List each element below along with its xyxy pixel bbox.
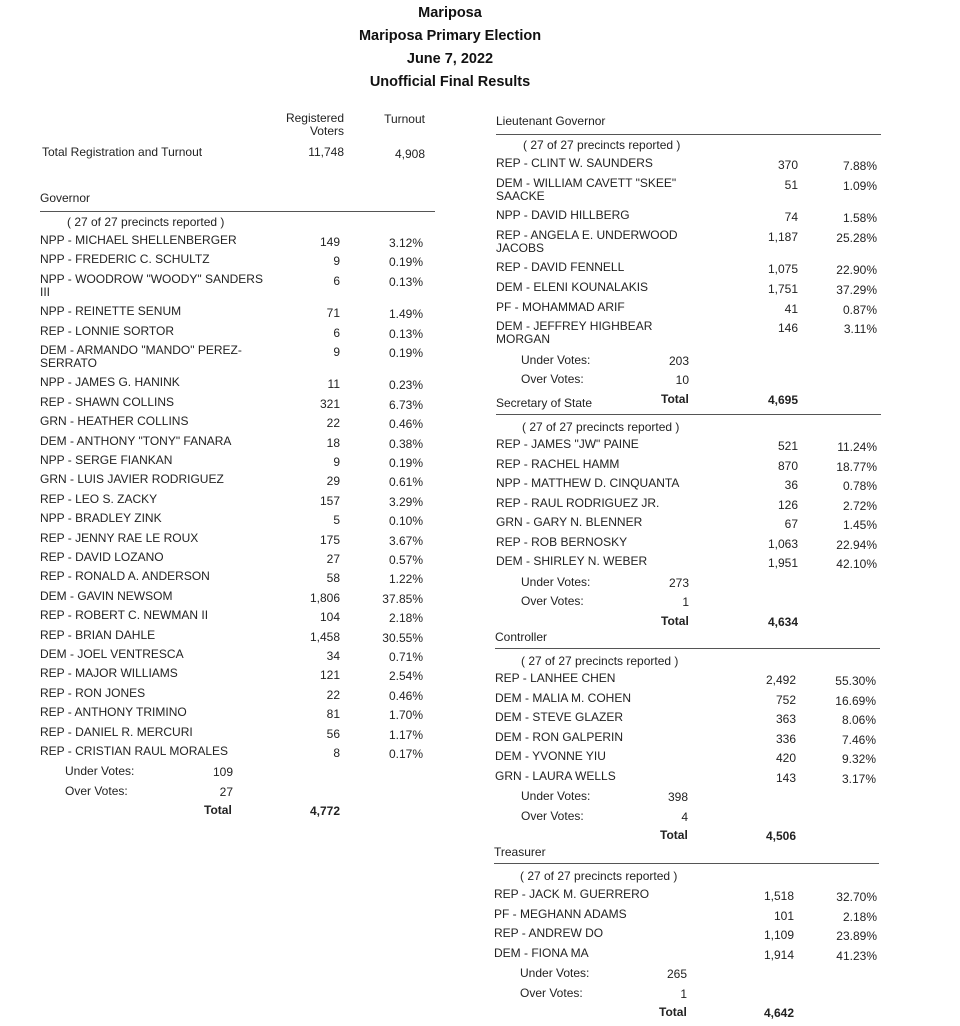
candidate-name: GRN - LUIS JAVIER RODRIGUEZ bbox=[40, 472, 224, 487]
candidate-row bbox=[495, 710, 880, 727]
candidate-percent: 22.90% bbox=[836, 263, 877, 278]
candidate-percent: 0.10% bbox=[388, 514, 423, 529]
candidate-votes: 104 bbox=[319, 610, 340, 625]
candidate-name: REP - ANTHONY TRIMINO bbox=[40, 705, 187, 720]
candidate-row bbox=[496, 280, 881, 297]
section-rule bbox=[40, 211, 435, 212]
candidate-votes: 9 bbox=[333, 345, 340, 359]
candidate-percent: 1.17% bbox=[388, 727, 423, 742]
candidate-votes: 1,914 bbox=[763, 947, 794, 962]
candidate-name: NPP - DAVID HILLBERG bbox=[496, 208, 630, 223]
contest-title: Controller bbox=[495, 630, 548, 644]
section-rule bbox=[496, 134, 881, 135]
candidate-name: NPP - BRADLEY ZINK bbox=[40, 511, 162, 526]
candidate-name: REP - DAVID LOZANO bbox=[40, 550, 164, 564]
candidate-votes: 143 bbox=[775, 770, 796, 785]
candidate-percent: 0.87% bbox=[842, 302, 877, 317]
candidate-name: DEM - GAVIN NEWSOM bbox=[40, 588, 173, 603]
candidate-row bbox=[496, 554, 881, 571]
candidate-percent: 8.06% bbox=[841, 713, 876, 727]
candidate-votes: 370 bbox=[777, 158, 798, 172]
candidate-name: DEM - JOEL VENTRESCA bbox=[40, 647, 184, 661]
candidate-row bbox=[40, 344, 435, 370]
candidate-percent: 2.54% bbox=[388, 669, 423, 684]
candidate-row bbox=[496, 456, 881, 474]
candidate-percent: 0.57% bbox=[388, 553, 423, 567]
candidate-row bbox=[40, 252, 435, 270]
candidate-name: REP - CRISTIAN RAUL MORALES bbox=[40, 744, 229, 758]
over-votes-value: 1 bbox=[680, 986, 687, 1001]
precincts-reported: ( 27 of 27 precincts reported ) bbox=[67, 215, 225, 229]
candidate-row bbox=[496, 495, 881, 513]
candidate-name: DEM - ARMANDO "MANDO" PEREZ-SERRATO bbox=[40, 343, 242, 370]
candidate-name: REP - LONNIE SORTOR bbox=[40, 323, 175, 338]
under-votes-value: 109 bbox=[212, 765, 233, 780]
candidate-votes: 1,518 bbox=[763, 889, 794, 903]
candidate-votes: 1,109 bbox=[763, 928, 794, 942]
candidate-name: GRN - GARY N. BLENNER bbox=[496, 515, 643, 529]
candidate-name: GRN - LAURA WELLS bbox=[495, 768, 616, 783]
candidate-row bbox=[40, 685, 435, 703]
candidate-row bbox=[495, 749, 880, 766]
candidate-row bbox=[496, 437, 881, 454]
candidate-name: REP - DANIEL R. MERCURI bbox=[40, 724, 193, 739]
under-votes-label: Under Votes: bbox=[521, 352, 591, 367]
candidate-votes: 8 bbox=[333, 746, 340, 760]
candidate-name: DEM - FIONA MA bbox=[494, 945, 589, 960]
total-label: Total bbox=[204, 803, 232, 818]
candidate-name: REP - DAVID FENNELL bbox=[496, 260, 625, 275]
candidate-votes: 56 bbox=[326, 726, 340, 741]
candidate-percent: 0.61% bbox=[388, 475, 423, 490]
candidate-percent: 37.29% bbox=[836, 283, 877, 297]
candidate-name: REP - ROB BERNOSKY bbox=[496, 534, 628, 549]
over-votes-label: Over Votes: bbox=[65, 783, 128, 798]
candidate-name: NPP - SERGE FIANKAN bbox=[40, 453, 173, 467]
candidate-row bbox=[40, 414, 435, 432]
contest-title: Governor bbox=[40, 191, 91, 205]
candidate-votes: 22 bbox=[326, 687, 340, 702]
candidate-name: NPP - WOODROW "WOODY" SANDERS III bbox=[40, 271, 263, 299]
turnout-value: 4,908 bbox=[394, 147, 425, 161]
candidate-votes: 74 bbox=[784, 210, 798, 225]
candidate-row bbox=[40, 724, 435, 742]
candidate-name: NPP - FREDERIC C. SCHULTZ bbox=[40, 252, 210, 267]
candidate-row bbox=[496, 515, 881, 532]
candidate-name: DEM - STEVE GLAZER bbox=[495, 710, 624, 724]
candidate-name: DEM - JEFFREY HIGHBEAR MORGAN bbox=[496, 319, 653, 347]
candidate-percent: 0.38% bbox=[388, 436, 423, 451]
candidate-votes: 29 bbox=[326, 474, 340, 489]
under-votes-value: 273 bbox=[668, 575, 689, 590]
candidate-name: REP - RAUL RODRIGUEZ JR. bbox=[496, 495, 660, 510]
candidate-votes: 121 bbox=[319, 668, 340, 683]
candidate-name: DEM - MALIA M. COHEN bbox=[495, 690, 632, 705]
contest-secretary-of-state bbox=[496, 396, 881, 636]
candidate-name: NPP - MICHAEL SHELLENBERGER bbox=[40, 233, 237, 247]
candidate-row bbox=[494, 926, 879, 943]
candidate-votes: 6 bbox=[333, 273, 340, 288]
total-votes: 4,634 bbox=[767, 614, 798, 629]
candidate-percent: 0.71% bbox=[388, 650, 423, 664]
candidate-name: DEM - ANTHONY "TONY" FANARA bbox=[40, 433, 232, 448]
contest-treasurer bbox=[494, 845, 879, 1025]
candidate-row bbox=[494, 945, 879, 963]
candidate-name: REP - MAJOR WILLIAMS bbox=[40, 666, 178, 681]
candidate-votes: 1,187 bbox=[767, 229, 798, 244]
registration-block bbox=[42, 112, 432, 172]
report-date: June 7, 2022 bbox=[406, 51, 494, 67]
candidate-name: REP - RACHEL HAMM bbox=[496, 456, 620, 471]
over-votes-value: 10 bbox=[675, 373, 689, 388]
candidate-name: REP - SHAWN COLLINS bbox=[40, 394, 175, 409]
candidate-name: PF - MOHAMMAD ARIF bbox=[496, 299, 625, 314]
candidate-row bbox=[496, 299, 881, 317]
precincts-reported: ( 27 of 27 precincts reported ) bbox=[521, 654, 679, 668]
candidate-row bbox=[496, 260, 881, 278]
total-label: Total bbox=[659, 1005, 687, 1019]
section-rule bbox=[496, 414, 881, 415]
candidate-votes: 870 bbox=[777, 458, 798, 473]
candidate-votes: 6 bbox=[333, 325, 340, 340]
candidate-row bbox=[40, 744, 435, 761]
candidate-row bbox=[496, 320, 881, 346]
candidate-row bbox=[40, 304, 435, 322]
candidate-votes: 9 bbox=[333, 254, 340, 269]
candidate-name: REP - ANDREW DO bbox=[494, 926, 604, 940]
candidate-row bbox=[40, 273, 435, 299]
under-votes-label: Under Votes: bbox=[65, 764, 135, 779]
contest-governor bbox=[40, 191, 435, 831]
candidate-votes: 9 bbox=[333, 455, 340, 469]
candidate-percent: 42.10% bbox=[836, 557, 877, 571]
candidate-votes: 157 bbox=[319, 493, 340, 508]
candidate-votes: 67 bbox=[784, 517, 798, 531]
candidate-percent: 1.49% bbox=[388, 307, 423, 322]
candidate-row bbox=[495, 729, 880, 747]
candidate-percent: 55.30% bbox=[835, 674, 876, 688]
candidate-percent: 0.46% bbox=[388, 688, 423, 703]
candidate-percent: 18.77% bbox=[836, 459, 877, 474]
total-label: Total bbox=[661, 392, 689, 406]
candidate-percent: 3.17% bbox=[841, 771, 876, 786]
candidate-name: DEM - ELENI KOUNALAKIS bbox=[496, 280, 649, 294]
candidate-votes: 126 bbox=[777, 497, 798, 512]
candidate-votes: 521 bbox=[777, 439, 798, 453]
candidate-votes: 336 bbox=[775, 731, 796, 746]
candidate-percent: 23.89% bbox=[836, 929, 877, 943]
candidate-percent: 1.58% bbox=[842, 211, 877, 226]
candidate-percent: 30.55% bbox=[382, 630, 423, 645]
candidate-percent: 2.72% bbox=[842, 498, 877, 513]
over-votes-value: 1 bbox=[682, 595, 689, 609]
candidate-percent: 0.78% bbox=[842, 479, 877, 493]
contest-title: Lieutenant Governor bbox=[496, 114, 606, 128]
candidate-votes: 101 bbox=[773, 908, 794, 923]
candidate-row bbox=[40, 550, 435, 567]
candidate-row bbox=[40, 491, 435, 509]
candidate-row bbox=[40, 375, 435, 393]
candidate-votes: 34 bbox=[326, 649, 340, 663]
candidate-name: NPP - JAMES G. HANINK bbox=[40, 375, 180, 390]
total-votes: 4,642 bbox=[763, 1006, 794, 1020]
candidate-votes: 363 bbox=[775, 712, 796, 726]
candidate-row bbox=[40, 394, 435, 412]
registered-voters-header: Registered Voters bbox=[285, 111, 344, 138]
candidate-row bbox=[496, 534, 881, 552]
over-votes-value: 4 bbox=[681, 809, 688, 824]
candidate-row bbox=[40, 433, 435, 451]
candidate-name: REP - RON JONES bbox=[40, 685, 146, 700]
candidate-votes: 11 bbox=[327, 377, 340, 392]
candidate-percent: 3.12% bbox=[388, 236, 423, 250]
candidate-name: REP - JACK M. GUERRERO bbox=[494, 887, 650, 901]
candidate-votes: 420 bbox=[775, 751, 796, 765]
candidate-row bbox=[496, 156, 881, 173]
over-votes-label: Over Votes: bbox=[521, 808, 584, 823]
candidate-row bbox=[496, 476, 881, 493]
candidate-percent: 25.28% bbox=[836, 230, 877, 245]
candidate-votes: 22 bbox=[326, 416, 340, 431]
candidate-row bbox=[494, 887, 879, 904]
candidate-name: REP - ANGELA E. UNDERWOOD JACOBS bbox=[496, 227, 678, 255]
candidate-row bbox=[40, 511, 435, 529]
candidate-row bbox=[495, 671, 880, 688]
candidate-percent: 37.85% bbox=[382, 591, 423, 606]
candidate-row bbox=[495, 690, 880, 708]
report-status: Unofficial Final Results bbox=[369, 74, 531, 90]
candidate-row bbox=[496, 177, 881, 203]
candidate-row bbox=[40, 608, 435, 626]
contest-title: Treasurer bbox=[494, 845, 546, 859]
candidate-percent: 32.70% bbox=[836, 890, 877, 904]
candidate-percent: 0.46% bbox=[388, 417, 423, 432]
candidate-percent: 1.22% bbox=[388, 572, 423, 587]
turnout-header: Turnout bbox=[384, 112, 425, 126]
under-votes-label: Under Votes: bbox=[521, 789, 591, 803]
candidate-name: DEM - WILLIAM CAVETT "SKEE" SAACKE bbox=[496, 175, 677, 203]
candidate-percent: 0.17% bbox=[388, 747, 423, 761]
candidate-votes: 36 bbox=[784, 478, 798, 492]
under-votes-value: 398 bbox=[667, 790, 688, 804]
under-votes-label: Under Votes: bbox=[520, 966, 590, 980]
candidate-percent: 1.09% bbox=[842, 178, 877, 193]
candidate-percent: 11.24% bbox=[837, 440, 877, 454]
candidate-percent: 3.67% bbox=[388, 533, 423, 548]
candidate-name: GRN - HEATHER COLLINS bbox=[40, 414, 189, 429]
total-votes: 4,772 bbox=[309, 804, 340, 819]
precincts-reported: ( 27 of 27 precincts reported ) bbox=[520, 869, 678, 883]
candidate-votes: 1,063 bbox=[767, 536, 798, 551]
candidate-percent: 2.18% bbox=[842, 909, 877, 924]
candidate-row bbox=[40, 472, 435, 490]
candidate-votes: 81 bbox=[326, 707, 340, 722]
candidate-percent: 6.73% bbox=[388, 397, 423, 412]
candidate-percent: 7.46% bbox=[841, 732, 876, 747]
candidate-votes: 2,492 bbox=[765, 673, 796, 687]
candidate-name: REP - ROBERT C. NEWMAN II bbox=[40, 608, 209, 623]
section-rule bbox=[494, 863, 879, 864]
total-label: Total bbox=[660, 828, 688, 842]
precincts-reported: ( 27 of 27 precincts reported ) bbox=[522, 420, 680, 434]
candidate-row bbox=[495, 768, 880, 786]
candidate-percent: 2.18% bbox=[388, 611, 423, 626]
candidate-votes: 1,458 bbox=[309, 629, 340, 644]
contest-controller bbox=[495, 630, 880, 850]
contest-lieutenant-governor bbox=[496, 114, 881, 407]
candidate-row bbox=[40, 627, 435, 645]
candidate-percent: 0.23% bbox=[388, 378, 423, 393]
candidate-row bbox=[40, 569, 435, 587]
candidate-votes: 1,075 bbox=[767, 262, 798, 277]
candidate-percent: 16.69% bbox=[835, 693, 876, 708]
candidate-votes: 27 bbox=[326, 552, 340, 566]
candidate-votes: 146 bbox=[777, 321, 798, 336]
candidate-percent: 9.32% bbox=[841, 752, 876, 766]
candidate-row bbox=[496, 208, 881, 226]
candidate-votes: 51 bbox=[784, 177, 798, 192]
over-votes-value: 27 bbox=[219, 784, 233, 799]
under-votes-value: 203 bbox=[668, 353, 689, 368]
candidate-percent: 0.19% bbox=[388, 456, 423, 470]
candidate-name: NPP - REINETTE SENUM bbox=[40, 304, 182, 319]
candidate-name: REP - CLINT W. SAUNDERS bbox=[496, 156, 653, 170]
candidate-percent: 3.29% bbox=[388, 494, 423, 509]
report-county: Mariposa bbox=[418, 5, 482, 21]
report-election-name: Mariposa Primary Election bbox=[358, 28, 542, 44]
candidate-votes: 1,951 bbox=[767, 556, 798, 570]
candidate-percent: 0.19% bbox=[388, 255, 423, 270]
candidate-votes: 175 bbox=[319, 532, 340, 547]
candidate-percent: 1.45% bbox=[842, 518, 877, 532]
candidate-percent: 0.13% bbox=[388, 326, 423, 341]
candidate-votes: 1,751 bbox=[767, 282, 798, 296]
candidate-percent: 0.13% bbox=[388, 274, 423, 289]
over-votes-label: Over Votes: bbox=[521, 594, 584, 608]
candidate-row bbox=[40, 453, 435, 470]
total-votes: 4,506 bbox=[765, 829, 796, 843]
candidate-row bbox=[40, 323, 435, 341]
candidate-name: PF - MEGHANN ADAMS bbox=[494, 906, 627, 921]
candidate-row bbox=[40, 588, 435, 606]
candidate-row bbox=[40, 705, 435, 723]
candidate-votes: 71 bbox=[326, 306, 340, 321]
candidate-percent: 7.88% bbox=[842, 159, 877, 173]
candidate-name: NPP - MATTHEW D. CINQUANTA bbox=[496, 476, 680, 490]
candidate-votes: 58 bbox=[326, 571, 340, 586]
total-label: Total bbox=[661, 613, 689, 628]
candidate-votes: 1,806 bbox=[309, 590, 340, 605]
contest-title: Secretary of State bbox=[496, 396, 593, 410]
over-votes-label: Over Votes: bbox=[520, 985, 583, 1000]
candidate-row bbox=[40, 647, 435, 664]
candidate-row bbox=[40, 530, 435, 548]
candidate-percent: 0.19% bbox=[388, 346, 423, 360]
candidate-votes: 149 bbox=[319, 235, 340, 249]
under-votes-label: Under Votes: bbox=[521, 574, 591, 589]
candidate-percent: 41.23% bbox=[836, 948, 877, 963]
candidate-percent: 3.11% bbox=[843, 322, 877, 337]
candidate-name: REP - LANHEE CHEN bbox=[495, 671, 616, 685]
candidate-name: DEM - YVONNE YIU bbox=[495, 749, 606, 763]
candidate-name: DEM - SHIRLEY N. WEBER bbox=[496, 554, 648, 568]
under-votes-value: 265 bbox=[666, 967, 687, 981]
candidate-row bbox=[496, 229, 881, 255]
section-rule bbox=[495, 648, 880, 649]
registration-label: Total Registration and Turnout bbox=[42, 145, 203, 159]
candidate-votes: 5 bbox=[333, 513, 340, 528]
precincts-reported: ( 27 of 27 precincts reported ) bbox=[523, 138, 681, 152]
candidate-votes: 41 bbox=[784, 301, 798, 316]
total-votes: 4,695 bbox=[767, 393, 798, 407]
candidate-name: REP - JAMES "JW" PAINE bbox=[496, 437, 639, 451]
over-votes-label: Over Votes: bbox=[521, 372, 584, 387]
candidate-name: DEM - RON GALPERIN bbox=[495, 729, 624, 744]
candidate-name: REP - JENNY RAE LE ROUX bbox=[40, 530, 199, 545]
candidate-votes: 321 bbox=[319, 396, 340, 411]
candidate-name: REP - RONALD A. ANDERSON bbox=[40, 569, 210, 584]
candidate-row bbox=[40, 666, 435, 684]
candidate-percent: 22.94% bbox=[836, 537, 877, 552]
candidate-row bbox=[494, 906, 879, 924]
candidate-votes: 752 bbox=[775, 692, 796, 707]
candidate-votes: 18 bbox=[326, 435, 340, 450]
candidate-percent: 1.70% bbox=[388, 708, 423, 723]
registered-voters-value: 11,748 bbox=[308, 145, 344, 159]
candidate-name: REP - BRIAN DAHLE bbox=[40, 627, 156, 642]
candidate-row bbox=[40, 233, 435, 250]
candidate-name: REP - LEO S. ZACKY bbox=[40, 491, 158, 506]
